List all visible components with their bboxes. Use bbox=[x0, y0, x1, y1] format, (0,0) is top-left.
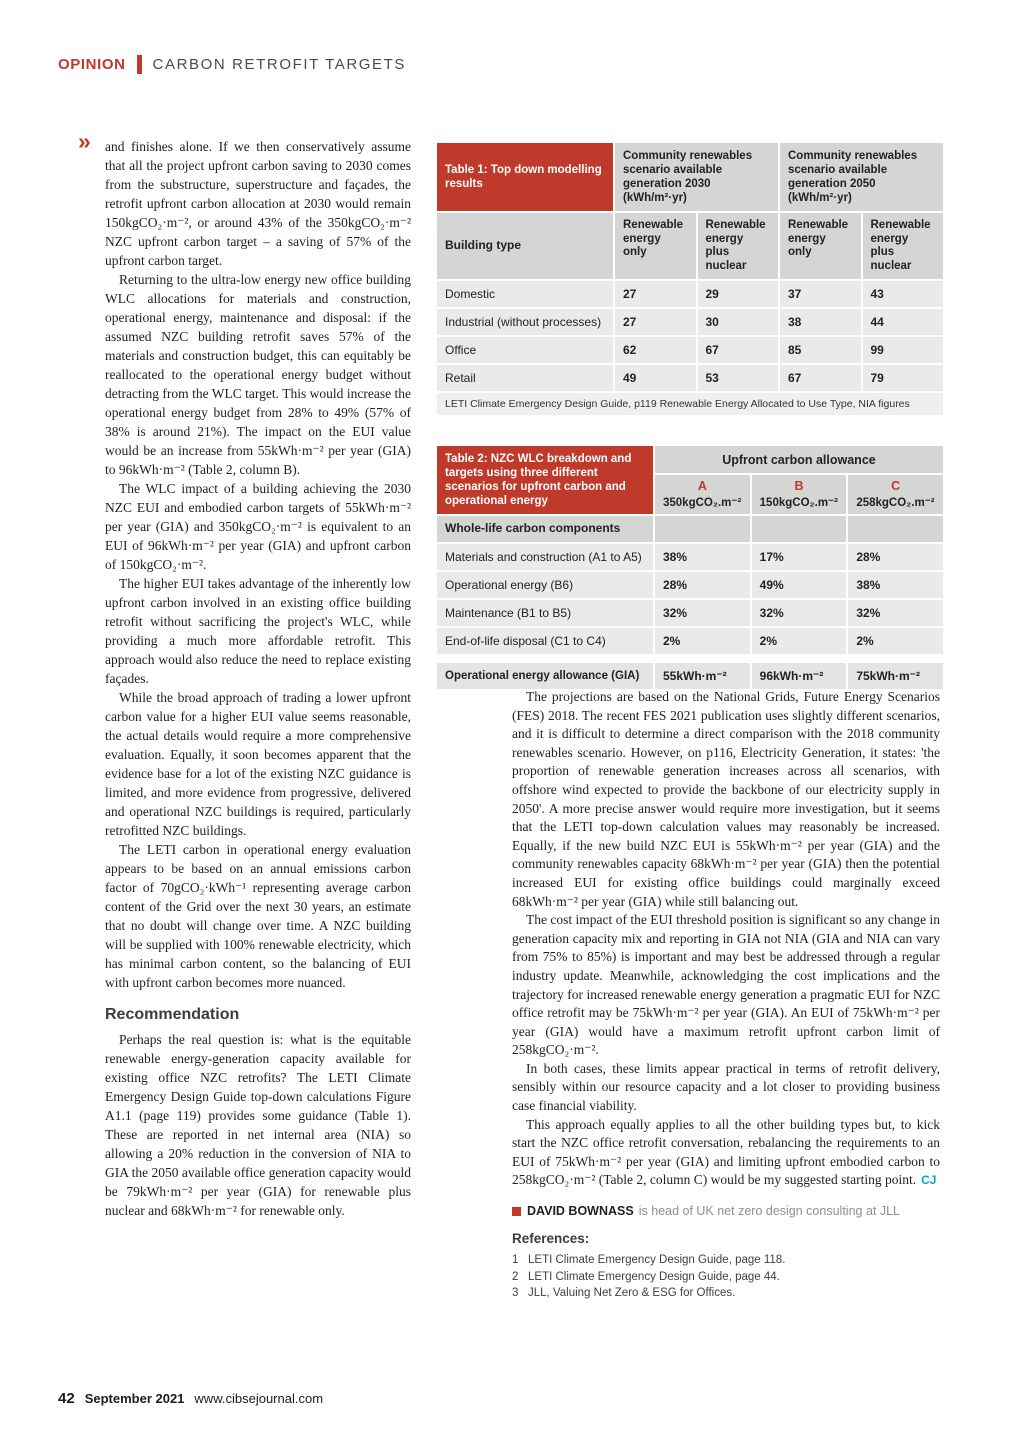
table1-cell: 27 bbox=[615, 309, 696, 335]
table2-row-label: End-of-life disposal (C1 to C4) bbox=[437, 628, 653, 654]
body-paragraph: The WLC impact of a building achieving the 2030 NZC EUI and embodied carbon targets of 55kWh·m⁻² per year (GIA) and 350kgCO₂·m⁻² is equivalent to an EUI of 96kWh·m⁻² per year (GIA) and upfront carbon of 150kgCO₂·m⁻². bbox=[105, 481, 411, 572]
table2-footer-cell: 96kWh·m⁻² bbox=[752, 663, 847, 689]
table1-col-header: Renewable energy only bbox=[780, 213, 861, 279]
website-url: www.cibsejournal.com bbox=[194, 1391, 324, 1406]
table2-empty-cell bbox=[655, 516, 750, 542]
table2-cell: 38% bbox=[655, 544, 750, 570]
table2-row-label: Materials and construction (A1 to A5) bbox=[437, 544, 653, 570]
table1-cell: 43 bbox=[863, 281, 944, 307]
scenario-value: 258kgCO₂.m⁻² bbox=[856, 497, 935, 509]
table2-cell: 2% bbox=[655, 628, 750, 654]
table1-row-label: Office bbox=[437, 337, 613, 363]
table2-cell: 38% bbox=[848, 572, 943, 598]
table2-footer-cell: 75kWh·m⁻² bbox=[848, 663, 943, 689]
body-paragraph: In both cases, these limits appear practical in terms of retrofit delivery, sensibly within our resource capacity and a lot closer to providing business case financial viability. bbox=[512, 1060, 940, 1114]
table1-row-label: Industrial (without processes) bbox=[437, 309, 613, 335]
table2-scenario-a bbox=[655, 475, 750, 514]
table1-cell: 62 bbox=[615, 337, 696, 363]
table1-title: Table 1: Top down modelling results bbox=[437, 143, 613, 211]
author-role: is head of UK net zero design consulting at JLL bbox=[638, 1204, 900, 1219]
continuation-mark: » bbox=[78, 128, 91, 154]
page-title: CARBON RETROFIT TARGETS bbox=[152, 56, 407, 73]
table1-cell: 37 bbox=[780, 281, 861, 307]
reference-number: 1 bbox=[512, 1254, 519, 1267]
table1-footnote: LETI Climate Emergency Design Guide, p119 Renewable Energy Allocated to Use Type, NIA figures bbox=[437, 393, 943, 415]
table1-cell: 30 bbox=[698, 309, 779, 335]
right-column bbox=[512, 688, 940, 1302]
table1-cell: 85 bbox=[780, 337, 861, 363]
table2-cell: 28% bbox=[848, 544, 943, 570]
reference-number: 3 bbox=[512, 1287, 519, 1300]
reference-item bbox=[512, 1269, 940, 1286]
body-paragraph: The projections are based on the National Grids, Future Energy Scenarios (FES) 2018. The recent FES 2021 publication uses slightly different scenarios, and it is difficult to determine a direct comparison with the 2018 community renewables scenario. However, on p116, Electricity Generation, it states: 'the proportion of renewable generation increases across all scenarios, with offshore wind expected to provide the backbone of our electricity supply in 2050'. A more precise answer would require more investigation, but it seems that the LETI top-down calculation values may reasonably be increased. Equally, if the new build NZC EUI is 55kWh·m⁻² per year (GIA) and the community renewables capacity 68kWh·m⁻² per year (GIA) then the potential increased EUI for existing office buildings could marginally exceed 68kWh·m⁻² per year (GIA) while still balancing out. bbox=[512, 689, 940, 909]
paragraph-text: and finishes alone. If we then conservatively assume that all the project upfront carbon saving to 2030 comes from the substructure, superstructure and façades, the retrofit upfront carbon allocation at 2030 would remain 150kgCO₂·m⁻², or around 43% of the 350kgCO₂·m⁻² NZC upfront carbon target – a saving of 57% of the upfront carbon target. bbox=[105, 139, 411, 268]
table2-cell: 2% bbox=[752, 628, 847, 654]
issue-date: September 2021 bbox=[84, 1391, 185, 1406]
page-footer bbox=[58, 1390, 323, 1407]
table1-cell: 44 bbox=[863, 309, 944, 335]
table2-cell: 2% bbox=[848, 628, 943, 654]
table2-scenario-c bbox=[848, 475, 943, 514]
table2-cell: 32% bbox=[848, 600, 943, 626]
table1-cell: 29 bbox=[698, 281, 779, 307]
scenario-letter: A bbox=[697, 479, 707, 493]
reference-text: JLL, Valuing Net Zero & ESG for Offices. bbox=[528, 1287, 736, 1300]
table1-col-header: Renewable energy only bbox=[615, 213, 696, 279]
table2-cell: 32% bbox=[752, 600, 847, 626]
table2-footer-cell: 55kWh·m⁻² bbox=[655, 663, 750, 689]
table1-col-header: Building type bbox=[437, 213, 613, 279]
table2-row-label: Maintenance (B1 to B5) bbox=[437, 600, 653, 626]
table1-cell: 67 bbox=[698, 337, 779, 363]
table1-group-header-2030: Community renewables scenario available generation 2030 (kWh/m²·yr) bbox=[615, 143, 778, 211]
reference-text: LETI Climate Emergency Design Guide, page 44. bbox=[528, 1270, 780, 1283]
left-column bbox=[78, 128, 412, 1220]
table2-cell: 28% bbox=[655, 572, 750, 598]
table2-nzc-wlc-breakdown bbox=[437, 446, 943, 689]
recommendation-heading: Recommendation bbox=[105, 1006, 240, 1023]
table2-section-header: Whole-life carbon components bbox=[437, 516, 653, 542]
reference-item bbox=[512, 1285, 940, 1302]
body-paragraph: Perhaps the real question is: what is the equitable renewable energy-generation capacity available for existing office NZC retrofits? The LETI Climate Emergency Design Guide top-down calculations Figure A1.1 (page 119) provides some guidance (Table 1). These are reported in net internal area (NIA) so allowing a 20% reduction in the conversion of NIA to GIA the 2050 available office generation capacity would be 79kWh·m⁻² per year (GIA) for renewable plus nuclear and 68kWh·m⁻² for renewable only. bbox=[105, 1032, 412, 1218]
table1-cell: 99 bbox=[863, 337, 944, 363]
table1-row-label: Retail bbox=[437, 365, 613, 391]
body-paragraph: The cost impact of the EUI threshold position is significant so any change in generation capacity mix and reporting in GIA not NIA (GIA and NIA can vary from 75% to 85%) is important and may best be addressed through a regular industry update. Meanwhile, acknowledging the cost implications and the trajectory for increased renewable energy generation a pragmatic EUI for NZC office retrofit may be 75kWh·m⁻² per year (GIA). An EUI of 75kWh·m⁻² per year (GIA) would have a maximum retrofit upfront carbon limit of 258kgCO₂·m⁻². bbox=[512, 912, 940, 1058]
table2-allowance-header: Upfront carbon allowance bbox=[655, 446, 943, 473]
table1-cell: 67 bbox=[780, 365, 861, 391]
reference-item bbox=[512, 1252, 940, 1269]
table2-empty-cell bbox=[752, 516, 847, 542]
table1-cell: 79 bbox=[863, 365, 944, 391]
body-paragraph bbox=[512, 1116, 940, 1190]
table2-cell: 32% bbox=[655, 600, 750, 626]
table2-scenario-b bbox=[752, 475, 847, 514]
table1-cell: 38 bbox=[780, 309, 861, 335]
table2-spacer bbox=[437, 656, 943, 661]
reference-number: 2 bbox=[512, 1270, 519, 1283]
scenario-value: 350kgCO₂.m⁻² bbox=[663, 497, 742, 509]
body-paragraph: Returning to the ultra-low energy new office building WLC allocations for materials and construction, operational energy, maintenance and disposal: if the assumed NZC building retrofit saves 57% of the materials and construction budget, this can equitably be reallocated to the operational energy budget without detracting from the WLC target. This would increase the operational energy budget from 28% to 49% (57% of 38% is around 21%). The impact on the EUI value would be an increase from 55kWh·m⁻² per year (GIA) to 96kWh·m⁻² (Table 2, column B). bbox=[105, 272, 411, 477]
table2-footer-label: Operational energy allowance (GIA) bbox=[437, 663, 653, 689]
scenario-value: 150kgCO₂.m⁻² bbox=[759, 497, 838, 509]
table1-group-header-2050: Community renewables scenario available generation 2050 (kWh/m²·yr) bbox=[780, 143, 943, 211]
author-credit bbox=[512, 1202, 940, 1221]
body-paragraph: The LETI carbon in operational energy evaluation appears to be based on an annual emissions carbon factor of 70gCO₂·kWh⁻¹ representing average carbon content of the Grid over the next 30 years, an estimate that no doubt will change over time. A NZC building will be supplied with 100% renewable electricity, which has minimal carbon content, so the balancing of EUI with upfront carbon becomes more nuanced. bbox=[105, 842, 411, 990]
scenario-letter: B bbox=[794, 479, 804, 493]
table1-row-label: Domestic bbox=[437, 281, 613, 307]
body-paragraph: The higher EUI takes advantage of the inherently low upfront carbon involved in an existing office building retrofit without sacrificing the project's WLC, while providing a much more affordable retrofit. This approach would also reduce the need to replace existing façades. bbox=[105, 576, 411, 686]
scenario-letter: C bbox=[891, 479, 901, 493]
table1-col-header: Renewable energy plus nuclear bbox=[863, 213, 944, 279]
page-header bbox=[58, 55, 406, 74]
header-divider-bar bbox=[137, 55, 142, 74]
author-name: DAVID BOWNASS bbox=[527, 1204, 634, 1219]
page-number: 42 bbox=[58, 1390, 75, 1407]
table2-title: Table 2: NZC WLC breakdown and targets using three different scenarios for upfront carbon and operational energy bbox=[437, 446, 653, 514]
reference-text: LETI Climate Emergency Design Guide, page 118. bbox=[528, 1254, 786, 1267]
table2-row-label: Operational energy (B6) bbox=[437, 572, 653, 598]
references-heading: References: bbox=[512, 1230, 590, 1246]
table2-cell: 49% bbox=[752, 572, 847, 598]
body-paragraph bbox=[78, 128, 411, 270]
references-section bbox=[512, 1230, 940, 1302]
table1-cell: 49 bbox=[615, 365, 696, 391]
table1-top-down-modelling bbox=[437, 143, 943, 415]
paragraph-text: This approach equally applies to all the other building types but, to kick start the NZC office retrofit conversation, rebalancing the requirements to an EUI of 75kWh·m⁻² per year (GIA) and limiting upfront embodied carbon to 258kgCO₂·m⁻² (Table 2, column C) would be my suggested starting point. bbox=[512, 1116, 940, 1188]
body-paragraph: While the broad approach of trading a lower upfront carbon value for a higher EUI value seems reasonable, the actual details would require a more comprehensive evaluation. Equally, it soon becomes apparent that the evidence base for a lot of the existing NZC guidance is limited, and more evidence from progressive, delivered and operational NZC buildings is required, particularly retrofitted NZC buildings. bbox=[105, 690, 411, 838]
section-label: OPINION bbox=[58, 56, 126, 73]
table2-empty-cell bbox=[848, 516, 943, 542]
table1-col-header: Renewable energy plus nuclear bbox=[698, 213, 779, 279]
table1-cell: 53 bbox=[698, 365, 779, 391]
end-of-article-mark: CJ bbox=[921, 1173, 937, 1188]
tables-region bbox=[437, 143, 943, 689]
author-bullet-icon bbox=[512, 1207, 521, 1216]
table2-cell: 17% bbox=[752, 544, 847, 570]
table1-cell: 27 bbox=[615, 281, 696, 307]
